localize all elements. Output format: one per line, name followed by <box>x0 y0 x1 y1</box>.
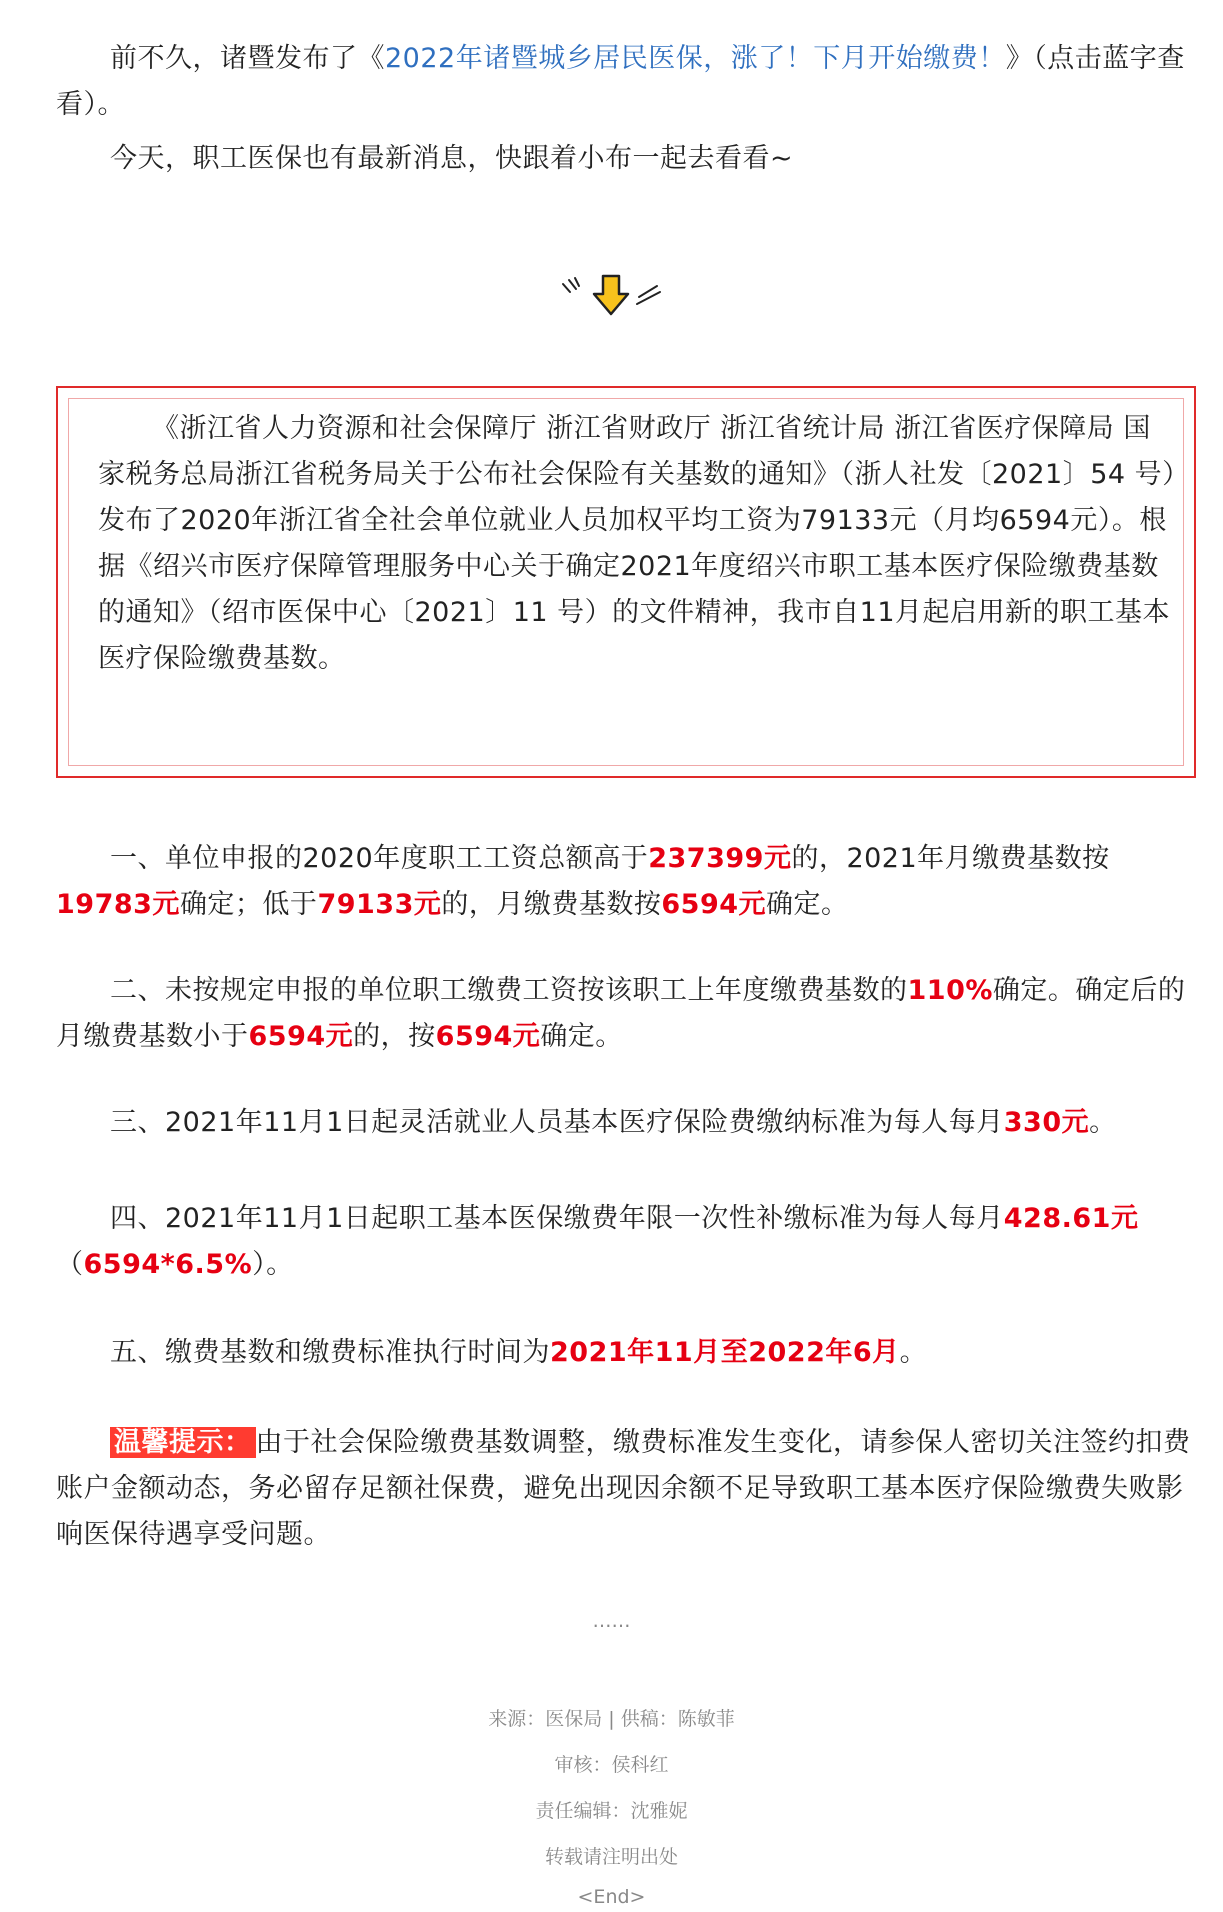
item-two-text: 确定。确定后的月缴费基数小于 <box>56 975 1186 1052</box>
intro-paragraph-2: 今天，职工医保也有最新消息，快跟着小布一起去看看~ <box>110 143 794 174</box>
intro-suffix: 》（点击蓝字查看）。 <box>56 43 1185 120</box>
highlight-period: 2021年11月至2022年6月 <box>550 1337 900 1368</box>
item-two-text: 确定。 <box>540 1021 623 1052</box>
footer-dots: …… <box>592 1610 631 1632</box>
warm-tip <box>56 1420 1196 1558</box>
item-two <box>56 968 1196 1060</box>
highlight-amount: 110% <box>907 975 993 1006</box>
item-four-text: 四、2021年11月1日起职工基本医保缴费年限一次性补缴标准为每人每月 <box>110 1203 1004 1234</box>
footer-review: 审核：侯科红 <box>554 1754 669 1776</box>
tip-label: 温馨提示： <box>110 1427 256 1458</box>
item-four-text: ）。 <box>252 1249 294 1280</box>
item-five-text: 五、缴费基数和缴费标准执行时间为 <box>110 1337 550 1368</box>
highlight-amount: 6594元 <box>435 1021 541 1052</box>
footer-editor: 责任编辑：沈雅妮 <box>535 1800 688 1822</box>
footer-source: 来源：医保局 | 供稿：陈敏菲 <box>488 1708 735 1730</box>
item-one-text: 的，月缴费基数按 <box>441 889 662 920</box>
item-one <box>56 836 1196 928</box>
item-one-text: 一、单位申报的2020年度职工工资总额高于 <box>110 843 649 874</box>
intro-prefix: 前不久，诸暨发布了《 <box>110 43 385 74</box>
item-three-text: 三、2021年11月1日起灵活就业人员基本医疗保险费缴纳标准为每人每月 <box>110 1107 1004 1138</box>
highlight-amount: 6594元 <box>248 1021 354 1052</box>
highlight-amount: 330元 <box>1003 1107 1090 1138</box>
highlight-amount: 79133元 <box>317 889 442 920</box>
tip-text: 由于社会保险缴费基数调整，缴费标准发生变化，请参保人密切关注签约扣费账户金额动态，务必留存足额社保费，避免出现因余额不足导致职工基本医疗保险缴费失败影响医保待遇享受问题。 <box>56 1427 1191 1550</box>
pointing-down-arrow-icon <box>557 270 667 320</box>
article-link[interactable]: 2022年诸暨城乡居民医保，涨了！下月开始缴费！ <box>385 43 1006 74</box>
footer-reprint: 转载请注明出处 <box>544 1846 678 1868</box>
item-one-text: 的，2021年月缴费基数按 <box>791 843 1110 874</box>
highlight-amount: 6594*6.5% <box>83 1249 253 1280</box>
item-two-text: 的，按 <box>353 1021 436 1052</box>
item-two-text: 二、未按规定申报的单位职工缴费工资按该职工上年度缴费基数的 <box>110 975 908 1006</box>
highlight-amount: 6594元 <box>661 889 767 920</box>
item-one-text: 确定。 <box>766 889 849 920</box>
intro-paragraph <box>56 36 1196 128</box>
notice-box <box>56 386 1196 778</box>
item-four <box>56 1196 1196 1288</box>
item-three <box>56 1100 1196 1146</box>
decoration-row <box>0 265 1223 325</box>
highlight-amount: 428.61元 <box>1003 1203 1139 1234</box>
item-one-text: 确定；低于 <box>179 889 318 920</box>
item-four-text: （ <box>56 1249 84 1280</box>
item-five-text: 。 <box>899 1337 928 1368</box>
item-three-text: 。 <box>1089 1107 1117 1138</box>
footer-end: <End> <box>577 1886 646 1908</box>
highlight-amount: 237399元 <box>648 843 792 874</box>
highlight-amount: 19783元 <box>56 889 180 920</box>
notice-text: 《浙江省人力资源和社会保障厅 浙江省财政厅 浙江省统计局 浙江省医疗保障局 国家税务总局浙江省税务局关于公布社会保险有关基数的通知》（浙人社发〔2021〕54 号）发布了2020年浙江省全社会单位就业人员加权平均工资为79133元（月均6594元）。根据《绍兴市医疗保障管理服务中心关于确定2021年度绍兴市职工基本医疗保险缴费基数的通知》（绍市医保中心〔2021〕11 号）的文件精神，我市自11月起启用新的职工基本医疗保险缴费基数。 <box>98 413 1177 674</box>
item-five <box>56 1330 1196 1376</box>
